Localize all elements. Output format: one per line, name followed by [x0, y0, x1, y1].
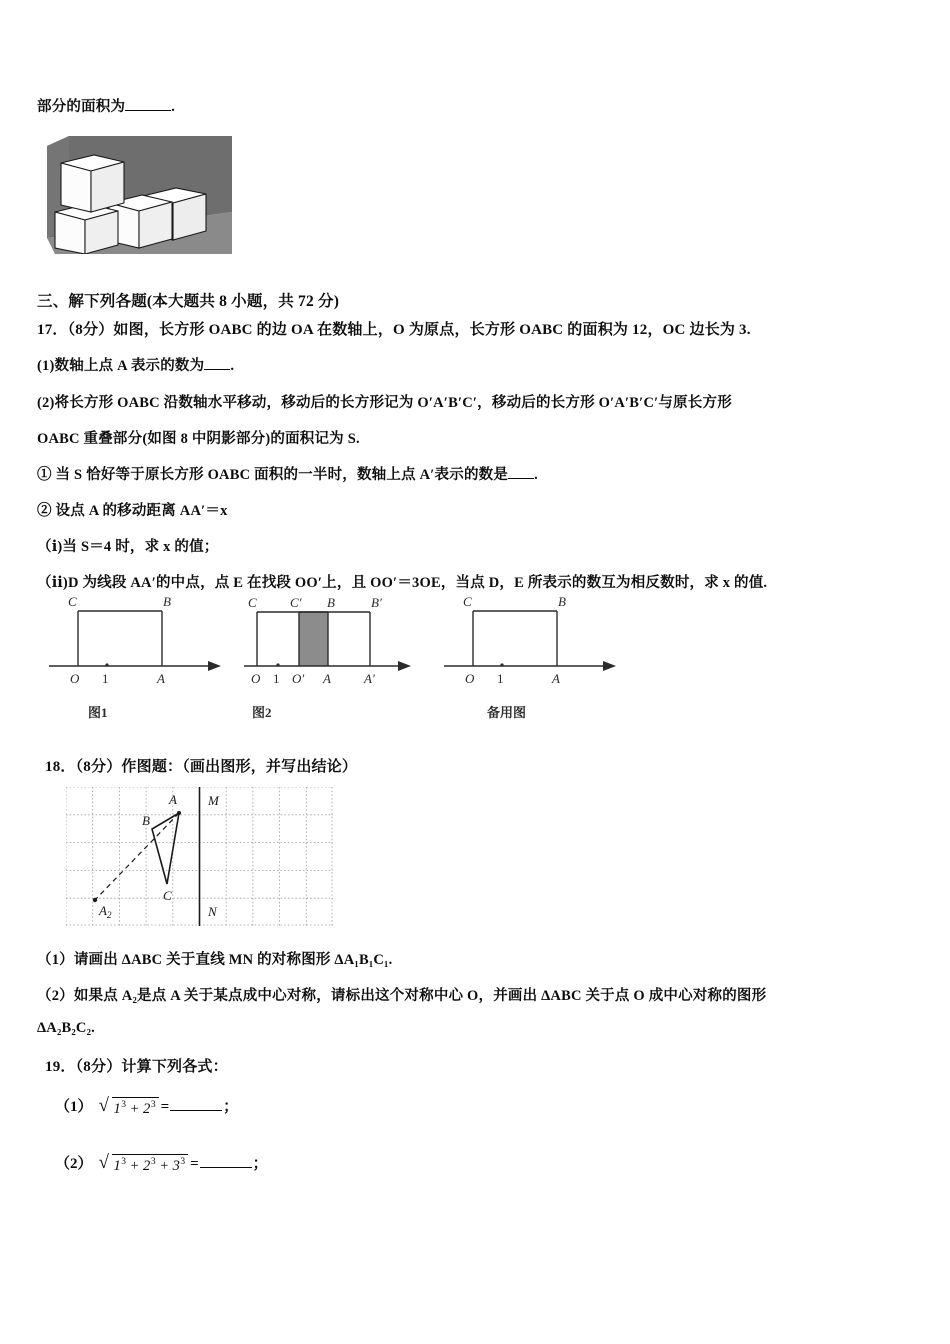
svg-text:B′: B′ [371, 595, 382, 610]
q19-stem-line [45, 1055, 228, 1076]
q17-sub1-period: . [534, 467, 538, 483]
q19-number: 19． [45, 1059, 76, 1075]
q19-item1-equals: = [160, 1099, 170, 1115]
svg-text:C: C [463, 594, 472, 609]
svg-text:C′: C′ [290, 595, 302, 610]
radical-sign-icon: √ [98, 1152, 109, 1174]
svg-text:O: O [465, 671, 475, 686]
q19-item1-radical [99, 1097, 159, 1118]
top-fragment-text: 部分的面积为 [37, 99, 126, 115]
svg-text:A: A [169, 792, 177, 807]
svg-text:N: N [208, 904, 217, 919]
q17-part2-cont-line: OABC 重叠部分(如图 8 中阴影部分)的面积记为 S. [37, 431, 360, 447]
q17-sub2-i-line: （ⅰ)当 S＝4 时，求 x 的值； [37, 539, 219, 555]
svg-text:O′: O′ [292, 671, 305, 686]
q17-part1-period: . [230, 358, 235, 374]
q17-sub2-line: ② 设点 A 的移动距离 AA′＝x [37, 503, 228, 519]
q19-item1-radicand: $1^3 + 2^3$ [112, 1097, 159, 1118]
solid-cubes-isometric-figure [47, 136, 232, 254]
q19-item2-label: （2） [55, 1156, 93, 1172]
q17-part2-line: (2)将长方形 OABC 沿数轴水平移动，移动后的长方形记为 O′A′B′C′，移动后的长方形 O′A′B′C′与原长方形 [37, 395, 732, 411]
top-fragment-blank [125, 98, 171, 111]
q19-item2-blank [200, 1154, 252, 1168]
radical-sign-icon: √ [98, 1095, 109, 1117]
q19-item1-blank [170, 1097, 222, 1111]
svg-text:M: M [208, 793, 219, 808]
figure-2-overlap-shaded [240, 593, 435, 693]
q19-item2-equals: = [190, 1156, 199, 1172]
svg-text:A: A [323, 671, 331, 686]
q18-stem: 作图题：（画出图形，并写出结论） [121, 759, 358, 775]
q17-part1-line [37, 354, 234, 375]
svg-text:O: O [70, 671, 80, 686]
figure-3-spare [440, 593, 625, 693]
q19-item2-expression [55, 1152, 268, 1175]
q19-stem: 计算下列各式： [121, 1059, 228, 1075]
svg-text:A′: A′ [364, 671, 375, 686]
q17-score: （8分） [67, 322, 114, 338]
svg-text:O: O [251, 671, 261, 686]
q17-stem: 如图，长方形 OABC 的边 OA 在数轴上，O 为原点，长方形 OABC 的面积为 12，OC 边长为 3. [113, 322, 751, 338]
q19-score: （8分） [75, 1059, 122, 1075]
q17-part1-text: (1)数轴上点 A 表示的数为 [37, 358, 205, 374]
q19-item1-terminator: ； [223, 1099, 239, 1115]
figure-1-caption: 图1 [88, 705, 108, 720]
q17-part1-blank [204, 357, 230, 370]
q19-item2-radical [99, 1154, 189, 1175]
q19-item1-expression [55, 1095, 238, 1118]
svg-text:A2: $A_2$ [99, 903, 112, 920]
q19-item2-radicand: $1^3 + 2^3 + 3^3$ [112, 1154, 189, 1175]
svg-text:B: B [558, 594, 566, 609]
svg-text:B: B [327, 595, 335, 610]
svg-text:C: C [68, 594, 77, 609]
q17-sub2-ii-line: （ⅱ)D 为线段 AA′的中点，点 E 在找段 OO′上，且 OO′＝3OE，当点 D，E 所表示的数互为相反数时，求 x 的值. [37, 575, 768, 591]
top-fragment-line [37, 95, 175, 116]
q17-number: 17． [37, 322, 68, 338]
q18-number: 18． [45, 759, 76, 775]
top-fragment-period: . [171, 99, 176, 115]
q17-stem-line [37, 318, 751, 339]
section-heading: 三、解下列各题(本大题共 8 小题，共 72 分) [37, 293, 340, 310]
q18-part1-line: （1）请画出 ΔABC 关于直线 MN 的对称图形 ΔA₁B₁C₁. [37, 952, 393, 968]
svg-text:A: A [552, 671, 560, 686]
figure-3-caption: 备用图 [487, 705, 527, 720]
q17-sub1-blank [508, 466, 534, 479]
svg-text:A: A [157, 671, 165, 686]
q18-stem-line [45, 755, 357, 776]
figure-2-caption: 图2 [252, 705, 272, 720]
svg-text:1: 1 [102, 671, 109, 686]
figure-1-rectangle-on-numberline [45, 593, 230, 693]
q17-sub1-text: ① 当 S 恰好等于原长方形 OABC 面积的一半时，数轴上点 A′表示的数是 [37, 467, 509, 483]
q18-part2-cont-line: ΔA₂B₂C₂. [37, 1020, 95, 1036]
svg-text:B: B [142, 813, 150, 828]
svg-text:B: B [163, 594, 171, 609]
svg-text:1: 1 [273, 671, 280, 686]
q18-part2-line: （2）如果点 A₂是点 A 关于某点成中心对称，请标出这个对称中心 O，并画出 ΔABC 关于点 O 成中心对称的图形 [37, 988, 767, 1004]
svg-text:C: C [163, 888, 172, 903]
svg-text:1: 1 [497, 671, 504, 686]
coordinate-grid-triangle-figure [66, 787, 333, 926]
q18-score: （8分） [75, 759, 122, 775]
q19-item2-terminator: ； [252, 1156, 268, 1172]
svg-text:C: C [248, 595, 257, 610]
q19-item1-label: （1） [55, 1099, 93, 1115]
q17-sub1-line [37, 463, 538, 484]
